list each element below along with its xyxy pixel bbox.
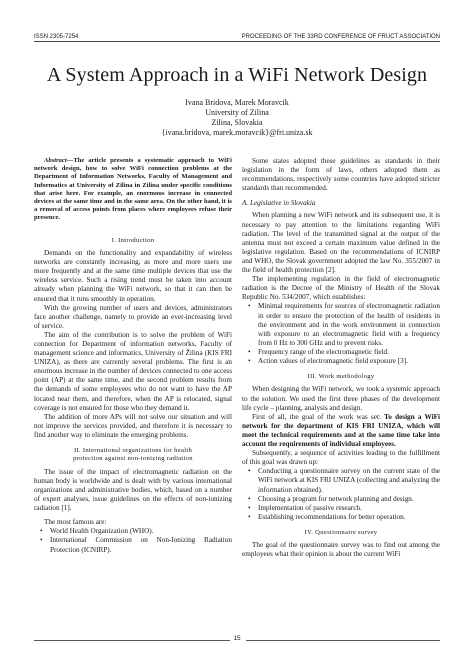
section-2-title-line-2: protection against non-ionizing radiation [73, 455, 193, 463]
organizations-list [34, 527, 232, 554]
section-2-paragraph-2: The most famous are: [44, 518, 107, 527]
page-number: 15 [233, 635, 241, 642]
survey-paragraph: The goal of the questionnaire survey was to find out among the employees what their opinion is about the current WiFi [242, 541, 440, 559]
header-proceedings: PROCEEDING OF THE 33RD CONFERENCE OF FRUCT ASSOCIATION [227, 34, 440, 42]
subsection-a-title: A. Legislative in Slovakia [242, 199, 316, 208]
header-issn: ISSN 2305-7254 [34, 34, 227, 42]
abstract [34, 157, 232, 223]
left-column [34, 157, 232, 555]
author-names: Ivana Bridova, Marek Moravcik [185, 98, 289, 107]
intro-paragraph-4: The addition of more APs will not solve our situation and will not improve the services provided, and therefore it is necessary to find another way to eliminate the emerging problems. [34, 412, 232, 439]
goal-statement: To design a WiFi network for the department of KIS FRI UNIZA, which will meet the technical requirements and at the same time take into account the requirements of individual employees. [242, 412, 440, 449]
legislation-paragraph-1: When planning a new WiFi network and its subsequent use, it is necessary to pay attention to the limitations regarding WiFi radiation. The level of the transmitted signal at the output of the antenna must not exceed a certain maximum value defined in the legislative regulation. Based on the recommendations of ICNIRP and WHO, the Slovak government adopted the law No. 355/2007 in the field of health protection [2]. [242, 211, 440, 275]
right-column [242, 157, 440, 559]
abstract-label: Abstract [44, 157, 67, 164]
list-item: • Conducting a questionnaire survey on the current state of the WiFi network at KIS FRI UNIZA (collecting and analyzing the information obtained). [242, 467, 440, 494]
intro-paragraph-1: Demands on the functionality and expandability of wireless networks are constantly increasing, as more and more users use more frequently and at the same time multiple devices that use the wireless service. Such a rising trend must be taken into account already when planning the WiFi network, so that it can then be ensured that it runs smoothly in operation. [34, 249, 232, 303]
footer-rule-right [246, 640, 440, 641]
list-item: • Frequency range of the electromagnetic field. [242, 348, 440, 357]
intro-paragraph-3: The aim of the contribution is to solve the problem of WiFi connection for Department of information networks, Faculty of management science and informatics, University of Žilina (KIS FRI UNIZA), as there are currently several problems. The first is an enormous increase in the number of devices connected to one access point (AP) at the same time, and the second problem results from the demands of some employees who do not want to have the AP located near them, and therefore, when the AP is relocated, signal coverage is not ensured for those who they demand it. [34, 330, 232, 412]
standards-paragraph: Some states adopted these guidelines as standards in their legislation in the form of laws, others adopted them as recommendations, respectively some countries have adopted stricter standards than recommended. [242, 157, 440, 193]
section-2-title [34, 447, 232, 464]
section-4-title: IV. Questionnaire survey [304, 528, 378, 536]
section-1-title: I. Introduction [111, 236, 155, 244]
author-location: Zilina, Slovakia [211, 118, 263, 127]
decree-list [242, 302, 440, 366]
abstract-text: —The article presents a systematic approach to WiFi network design, how to solve WiFi connection problems at the Department of Information Networks, Faculty of Management and Informatics at University of Zilina in Zilina under specific conditions that arise here. For example, an enormous increase in connected devices at the same time and in the same area. On the other hand, it is a removal of access points from places where employees refuse their presence. [34, 157, 232, 222]
activities-list [242, 467, 440, 522]
section-3-title: III. Work methodology [307, 373, 375, 381]
list-item: • Choosing a program for network planning and design. [242, 495, 440, 504]
author-email: {ivana.bridova, marek.moravcik}@fri.uniza.sk [161, 128, 313, 137]
methodology-paragraph-3: Subsequently, a sequence of activities leading to the fulfillment of this goal was drawn up: [242, 449, 440, 467]
author-block [0, 98, 474, 138]
goal-intro: First of all, the goal of the work was set: [252, 412, 385, 421]
intro-paragraph-2: With the growing number of users and devices, administrators face another challenge, namely to provide an ever-increasing level of service. [34, 303, 232, 330]
section-2-title-line-1: II. International organizations for health [73, 447, 193, 454]
list-item: • Minimal requirements for sources of electromagnetic radiation in order to ensure the protection of the health of residents in the environment and in the work environment in connection with exposure to an electromagnetic field with a frequency from 0 Hz to 300 GHz and to prevent risks. [242, 302, 440, 347]
methodology-paragraph-2 [242, 413, 440, 449]
list-item: • Action values of electromagnetic field exposure [3]. [242, 357, 440, 366]
list-item: • World Health Organization (WHO). [34, 527, 232, 536]
legislation-paragraph-2: The implementing regulation in the field of electromagnetic radiation is the Decree of the Ministry of Health of the Slovak Republic No. 534/2007, which establishes: [242, 275, 440, 302]
methodology-paragraph-1: When designing the WiFi network, we took a systemic approach to the solution. We used the first three phases of the development life cycle – planning, analysis and design. [242, 385, 440, 412]
section-2-paragraph-1: The issue of the impact of electromagnetic radiation on the human body is worldwide and is dealt with by various international organizations and administrative bodies, which, based on a number of expert analyses, issue guidelines on the effects of non-ionizing radiation [1]. [34, 467, 232, 513]
list-item: • International Commission on Non-Ionizing Radiation Protection (ICNIRP). [34, 536, 232, 554]
list-item: • Establishing recommendations for better operation. [242, 513, 440, 522]
list-item: • Implementation of passive research. [242, 504, 440, 513]
author-affiliation: University of Zilina [205, 108, 269, 117]
paper-title: A System Approach in a WiFi Network Design [46, 64, 428, 86]
